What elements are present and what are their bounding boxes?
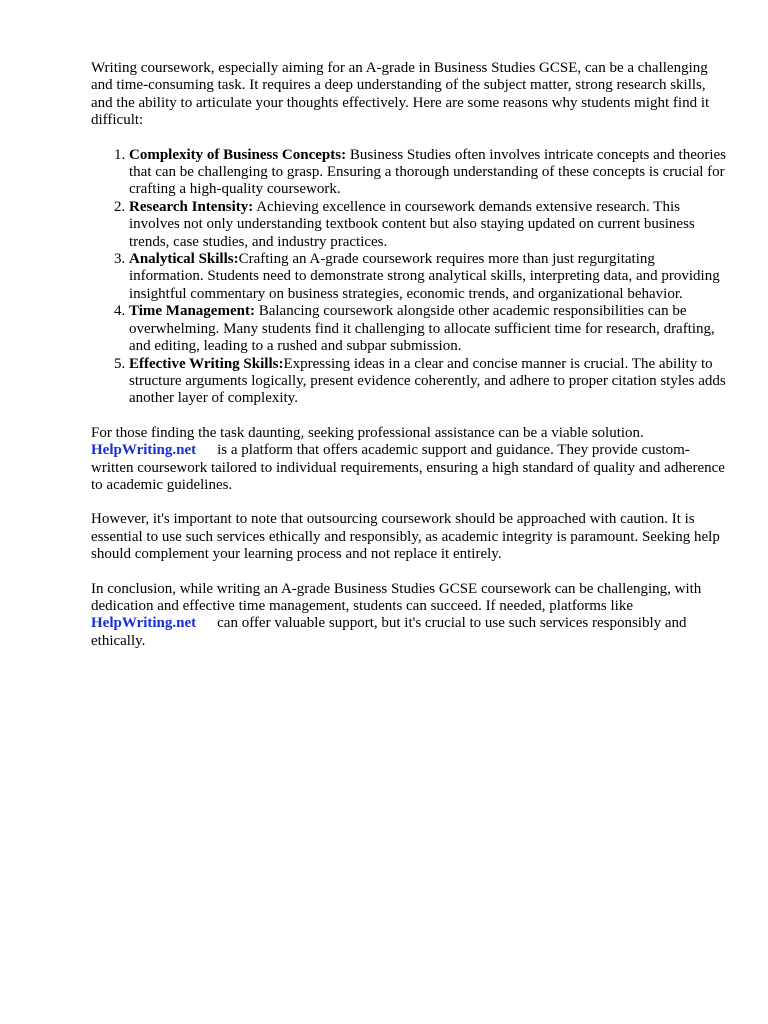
reason-text: Balancing coursework alongside other academic responsibilities can be overwhelming. Many students find it challenging to allocate sufficient time for research, drafting, and editing, leading to a rushed and subpar submission. bbox=[129, 303, 715, 355]
helpwriting-link[interactable]: HelpWriting.net bbox=[91, 615, 197, 632]
intro-paragraph: Writing coursework, especially aiming for an A-grade in Business Studies GCSE, can be a challenging and time-consuming task. It requires a deep understanding of the subject matter, strong research skills, and the ability to articulate your thoughts effectively. Here are some reasons why students might find it difficult: bbox=[91, 60, 710, 129]
reasons-list bbox=[91, 147, 731, 408]
reason-term: Analytical Skills: bbox=[129, 251, 239, 268]
conclusion-text-before: In conclusion, while writing an A-grade Business Studies GCSE coursework can be challenging, with dedication and effective time management, students can succeed. If needed, platforms like bbox=[91, 580, 702, 614]
reason-text: Business Studies often involves intricate concepts and theories that can be challenging to grasp. Ensuring a thorough understanding of these concepts is crucial for crafting a high-quality coursework. bbox=[129, 146, 727, 198]
helpwriting-link[interactable]: HelpWriting.net bbox=[91, 442, 197, 459]
assistance-text-before: For those finding the task daunting, seeking professional assistance can be a viable solution. bbox=[91, 424, 644, 441]
reason-term: Complexity of Business Concepts: bbox=[129, 146, 347, 163]
assistance-paragraph bbox=[91, 425, 731, 495]
caution-paragraph: However, it's important to note that outsourcing coursework should be approached with caution. It is essential to use such services ethically and responsibly, as academic integrity is paramount. Seeking help should complement your learning process and not replace it entirely. bbox=[91, 511, 720, 563]
list-item bbox=[129, 251, 731, 303]
reason-text: Crafting an A-grade coursework requires more than just regurgitating information. Students need to demonstrate strong analytical skills, interpreting data, and providing insightful commentary on business strategies, economic trends, and organizational behavior. bbox=[129, 251, 720, 302]
list-item bbox=[129, 147, 731, 199]
reason-term: Research Intensity: bbox=[129, 198, 254, 215]
list-item bbox=[129, 303, 731, 355]
reason-text: Expressing ideas in a clear and concise manner is crucial. The ability to structure arguments logically, present evidence coherently, and adhere to proper citation styles adds another layer of complexity. bbox=[129, 355, 726, 407]
conclusion-text-after: can offer valuable support, but it's crucial to use such services responsibly and ethically. bbox=[91, 615, 687, 649]
list-item bbox=[129, 199, 731, 251]
assistance-text-after: is a platform that offers academic support and guidance. They provide custom-written coursework tailored to individual requirements, ensuring a high standard of quality and adherence to academic guidelines. bbox=[91, 442, 725, 493]
conclusion-paragraph bbox=[91, 581, 731, 651]
list-item bbox=[129, 356, 731, 408]
reason-term: Time Management: bbox=[129, 303, 255, 320]
reason-term: Effective Writing Skills: bbox=[129, 355, 284, 372]
reason-text: Achieving excellence in coursework demands extensive research. This involves not only understanding textbook content but also staying updated on current business trends, case studies, and industry practices. bbox=[129, 198, 695, 250]
